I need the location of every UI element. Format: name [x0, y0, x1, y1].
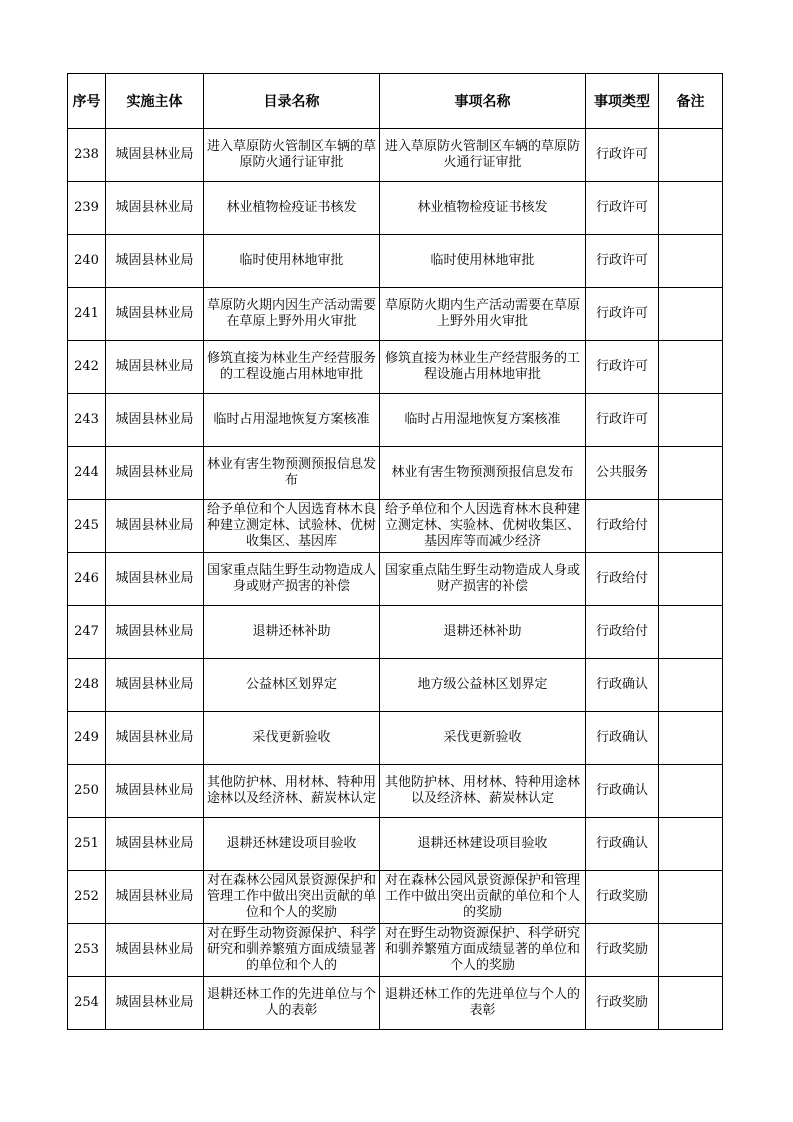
table-row: [68, 288, 723, 341]
cell-catalog-text: 对在野生动物资源保护、科学研究和驯养繁殖方面成绩显著的单位和个人的: [207, 926, 376, 973]
cell-note: [659, 712, 723, 765]
cell-seq: [68, 553, 106, 606]
cell-seq-text: 241: [74, 306, 99, 321]
cell-type: [586, 924, 659, 977]
cell-seq-text: 247: [74, 624, 99, 639]
cell-note: [659, 553, 723, 606]
cell-subject: [106, 288, 204, 341]
cell-type: [586, 129, 659, 182]
cell-catalog-text: 对在森林公园风景资源保护和管理工作中做出突出贡献的单位和个人的奖励: [207, 873, 376, 920]
cell-catalog-text: 退耕还林工作的先进单位与个人的表彰: [207, 987, 376, 1018]
cell-type-text: 行政许可: [595, 412, 648, 427]
cell-seq: [68, 977, 106, 1030]
cell-item-text: 草原防火期内生产活动需要在草原上野外用火审批: [384, 298, 580, 329]
cell-type-text: 行政给付: [595, 518, 648, 533]
cell-type: [586, 341, 659, 394]
cell-catalog: [204, 288, 380, 341]
cell-seq-text: 253: [74, 942, 99, 957]
cell-type: [586, 447, 659, 500]
items-table: [67, 73, 723, 1030]
cell-item: [380, 712, 586, 765]
cell-subject: [106, 659, 204, 712]
cell-type-text: 行政给付: [595, 624, 648, 639]
header-row: [68, 74, 723, 129]
cell-note: [659, 871, 723, 924]
cell-subject: [106, 447, 204, 500]
cell-subject-text: 城固县林业局: [115, 783, 194, 798]
cell-item: [380, 394, 586, 447]
cell-seq-text: 246: [74, 571, 99, 586]
cell-catalog-text: 林业有害生物预测预报信息发布: [207, 457, 376, 488]
cell-item-text: 林业植物检疫证书核发: [417, 200, 548, 215]
cell-subject: [106, 924, 204, 977]
cell-type: [586, 606, 659, 659]
cell-note: [659, 659, 723, 712]
cell-type-text: 行政许可: [595, 306, 648, 321]
cell-catalog: [204, 394, 380, 447]
cell-catalog-text: 林业植物检疫证书核发: [226, 200, 357, 215]
cell-item: [380, 818, 586, 871]
cell-item-text: 地方级公益林区划界定: [417, 677, 548, 692]
cell-catalog: [204, 129, 380, 182]
cell-item: [380, 288, 586, 341]
cell-catalog: [204, 235, 380, 288]
cell-subject: [106, 182, 204, 235]
cell-seq: [68, 129, 106, 182]
cell-note: [659, 129, 723, 182]
cell-subject-text: 城固县林业局: [115, 518, 194, 533]
cell-seq-text: 240: [74, 253, 99, 268]
cell-subject-text: 城固县林业局: [115, 730, 194, 745]
table-row: [68, 553, 723, 606]
cell-seq: [68, 924, 106, 977]
cell-subject-text: 城固县林业局: [115, 677, 194, 692]
table-row: [68, 765, 723, 818]
cell-catalog-text: 临时使用林地审批: [239, 253, 344, 268]
cell-item-text: 进入草原防火管制区车辆的草原防火通行证审批: [384, 139, 580, 170]
table-row: [68, 341, 723, 394]
cell-seq: [68, 341, 106, 394]
cell-item-text: 林业有害生物预测预报信息发布: [391, 465, 574, 480]
cell-catalog-text: 草原防火期内因生产活动需要在草原上野外用火审批: [207, 298, 376, 329]
cell-item-text: 对在野生动物资源保护、科学研究和驯养繁殖方面成绩显著的单位和个人的奖励: [384, 926, 580, 973]
cell-seq-text: 242: [74, 359, 99, 374]
cell-catalog-text: 退耕还林补助: [252, 624, 331, 639]
cell-item-text: 给予单位和个人因选育林木良种建立测定林、实验林、优树收集区、基因库等而减少经济: [384, 502, 580, 549]
cell-type: [586, 553, 659, 606]
cell-subject-text: 城固县林业局: [115, 889, 194, 904]
cell-subject: [106, 235, 204, 288]
cell-item-text: 采伐更新验收: [443, 730, 522, 745]
table-row: [68, 129, 723, 182]
cell-type-text: 行政许可: [595, 147, 648, 162]
cell-catalog: [204, 553, 380, 606]
cell-seq-text: 249: [74, 730, 99, 745]
cell-seq-text: 244: [74, 465, 99, 480]
cell-subject-text: 城固县林业局: [115, 306, 194, 321]
cell-item: [380, 871, 586, 924]
table-row: [68, 712, 723, 765]
cell-seq: [68, 394, 106, 447]
cell-item: [380, 447, 586, 500]
table-row: [68, 606, 723, 659]
cell-seq: [68, 765, 106, 818]
cell-type-text: 行政确认: [595, 836, 648, 851]
cell-seq-text: 252: [74, 889, 99, 904]
header-item: 事项名称: [380, 74, 586, 129]
cell-item-text: 国家重点陆生野生动物造成人身或财产损害的补偿: [384, 563, 580, 594]
cell-subject-text: 城固县林业局: [115, 200, 194, 215]
cell-note: [659, 606, 723, 659]
cell-type-text: 行政奖励: [595, 995, 648, 1010]
cell-catalog-text: 退耕还林建设项目验收: [226, 836, 357, 851]
cell-seq: [68, 712, 106, 765]
cell-subject: [106, 394, 204, 447]
cell-type: [586, 182, 659, 235]
cell-subject-text: 城固县林业局: [115, 359, 194, 374]
cell-subject-text: 城固县林业局: [115, 465, 194, 480]
cell-subject: [106, 500, 204, 553]
cell-subject-text: 城固县林业局: [115, 624, 194, 639]
cell-item: [380, 977, 586, 1030]
cell-catalog: [204, 765, 380, 818]
cell-item-text: 临时占用湿地恢复方案核准: [404, 412, 561, 427]
cell-subject-text: 城固县林业局: [115, 995, 194, 1010]
cell-catalog: [204, 182, 380, 235]
cell-type-text: 行政给付: [595, 571, 648, 586]
cell-item: [380, 659, 586, 712]
table-row: [68, 235, 723, 288]
cell-seq-text: 239: [74, 200, 99, 215]
cell-catalog-text: 给予单位和个人因选育林木良种建立测定林、试验林、优树收集区、基因库: [207, 502, 376, 549]
cell-subject: [106, 871, 204, 924]
cell-type: [586, 288, 659, 341]
cell-type: [586, 871, 659, 924]
cell-type-text: 行政奖励: [595, 889, 648, 904]
cell-note: [659, 447, 723, 500]
cell-catalog: [204, 871, 380, 924]
cell-subject: [106, 341, 204, 394]
cell-item: [380, 129, 586, 182]
header-seq: 序号: [68, 74, 106, 129]
cell-catalog-text: 采伐更新验收: [252, 730, 331, 745]
cell-item: [380, 553, 586, 606]
cell-catalog-text: 修筑直接为林业生产经营服务的工程设施占用林地审批: [207, 351, 376, 382]
table-row: [68, 447, 723, 500]
cell-type-text: 公共服务: [595, 465, 648, 480]
table-row: [68, 659, 723, 712]
cell-catalog: [204, 447, 380, 500]
cell-subject: [106, 129, 204, 182]
cell-seq-text: 250: [74, 783, 99, 798]
cell-subject: [106, 606, 204, 659]
cell-catalog-text: 进入草原防火管制区车辆的草原防火通行证审批: [207, 139, 376, 170]
cell-subject: [106, 818, 204, 871]
cell-subject-text: 城固县林业局: [115, 147, 194, 162]
cell-subject: [106, 712, 204, 765]
cell-note: [659, 235, 723, 288]
cell-catalog: [204, 924, 380, 977]
table-body: [68, 129, 723, 1030]
cell-type: [586, 712, 659, 765]
cell-note: [659, 394, 723, 447]
cell-seq-text: 243: [74, 412, 99, 427]
cell-note: [659, 500, 723, 553]
cell-catalog: [204, 659, 380, 712]
cell-subject-text: 城固县林业局: [115, 412, 194, 427]
cell-type-text: 行政确认: [595, 730, 648, 745]
cell-seq: [68, 659, 106, 712]
cell-seq: [68, 818, 106, 871]
cell-item: [380, 182, 586, 235]
cell-subject-text: 城固县林业局: [115, 571, 194, 586]
cell-catalog: [204, 341, 380, 394]
cell-item-text: 临时使用林地审批: [430, 253, 535, 268]
cell-note: [659, 765, 723, 818]
cell-type: [586, 235, 659, 288]
cell-type-text: 行政确认: [595, 677, 648, 692]
header-type: 事项类型: [586, 74, 659, 129]
cell-type: [586, 500, 659, 553]
cell-seq: [68, 235, 106, 288]
cell-seq: [68, 871, 106, 924]
cell-item: [380, 606, 586, 659]
cell-catalog-text: 公益林区划界定: [245, 677, 337, 692]
cell-item-text: 修筑直接为林业生产经营服务的工程设施占用林地审批: [384, 351, 580, 382]
cell-catalog: [204, 606, 380, 659]
cell-seq: [68, 182, 106, 235]
header-note: 备注: [659, 74, 723, 129]
cell-subject-text: 城固县林业局: [115, 253, 194, 268]
cell-seq-text: 248: [74, 677, 99, 692]
cell-seq: [68, 606, 106, 659]
cell-item-text: 退耕还林建设项目验收: [417, 836, 548, 851]
table-row: [68, 924, 723, 977]
header-catalog: 目录名称: [204, 74, 380, 129]
cell-item: [380, 341, 586, 394]
cell-note: [659, 288, 723, 341]
cell-type-text: 行政许可: [595, 200, 648, 215]
cell-type: [586, 394, 659, 447]
cell-note: [659, 182, 723, 235]
cell-item-text: 退耕还林工作的先进单位与个人的表彰: [384, 987, 580, 1018]
cell-item: [380, 924, 586, 977]
cell-catalog: [204, 977, 380, 1030]
cell-seq-text: 245: [74, 518, 99, 533]
cell-item: [380, 765, 586, 818]
table-row: [68, 394, 723, 447]
cell-subject: [106, 765, 204, 818]
table-row: [68, 182, 723, 235]
cell-seq: [68, 500, 106, 553]
cell-catalog-text: 其他防护林、用材林、特种用途林以及经济林、薪炭林认定: [207, 775, 376, 806]
cell-seq: [68, 447, 106, 500]
cell-note: [659, 924, 723, 977]
cell-note: [659, 818, 723, 871]
cell-seq-text: 254: [74, 995, 99, 1010]
cell-note: [659, 341, 723, 394]
cell-subject: [106, 553, 204, 606]
cell-type-text: 行政许可: [595, 359, 648, 374]
table-row: [68, 871, 723, 924]
cell-item-text: 其他防护林、用材林、特种用途林以及经济林、薪炭林认定: [384, 775, 580, 806]
cell-catalog-text: 国家重点陆生野生动物造成人身或财产损害的补偿: [207, 563, 376, 594]
table-row: [68, 818, 723, 871]
cell-subject-text: 城固县林业局: [115, 836, 194, 851]
cell-note: [659, 977, 723, 1030]
cell-seq-text: 251: [74, 836, 99, 851]
cell-seq-text: 238: [74, 147, 99, 162]
cell-catalog: [204, 818, 380, 871]
cell-type: [586, 659, 659, 712]
cell-type-text: 行政奖励: [595, 942, 648, 957]
cell-catalog-text: 临时占用湿地恢复方案核准: [213, 412, 370, 427]
cell-type: [586, 765, 659, 818]
cell-subject-text: 城固县林业局: [115, 942, 194, 957]
cell-item-text: 退耕还林补助: [443, 624, 522, 639]
table-row: [68, 977, 723, 1030]
cell-seq: [68, 288, 106, 341]
cell-item-text: 对在森林公园风景资源保护和管理工作中做出突出贡献的单位和个人的奖励: [384, 873, 580, 920]
cell-catalog: [204, 500, 380, 553]
header-subject: 实施主体: [106, 74, 204, 129]
cell-subject: [106, 977, 204, 1030]
table-row: [68, 500, 723, 553]
cell-type-text: 行政许可: [595, 253, 648, 268]
cell-type: [586, 977, 659, 1030]
cell-type: [586, 818, 659, 871]
cell-item: [380, 500, 586, 553]
cell-item: [380, 235, 586, 288]
cell-catalog: [204, 712, 380, 765]
cell-type-text: 行政确认: [595, 783, 648, 798]
